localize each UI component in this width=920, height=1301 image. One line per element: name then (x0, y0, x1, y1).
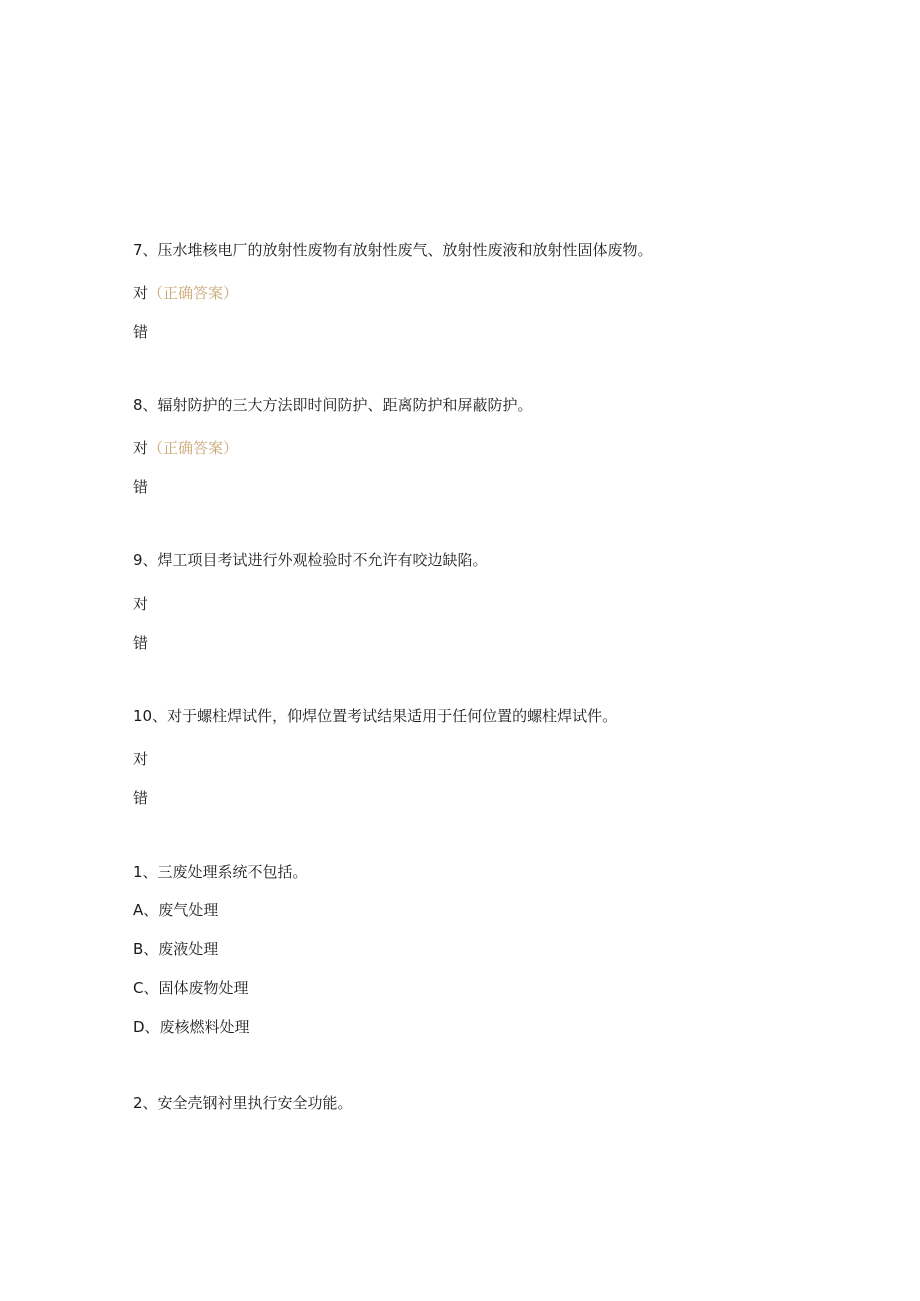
question-text: 9、焊工项目考试进行外观检验时不允许有咬边缺陷。 (133, 551, 488, 569)
option-true[interactable] (133, 283, 238, 303)
option-false[interactable]: 错 (133, 789, 149, 807)
question-text: 8、辐射防护的三大方法即时间防护、距离防护和屏蔽防护。 (133, 396, 533, 414)
option-true[interactable] (133, 438, 238, 458)
question-text: 10、对于螺柱焊试件，仰焊位置考试结果适用于任何位置的螺柱焊试件。 (133, 707, 618, 725)
mc-option-b[interactable]: B、废液处理 (133, 940, 219, 958)
option-false[interactable]: 错 (133, 634, 149, 652)
mc-option-a[interactable]: A、废气处理 (133, 901, 219, 919)
mc-option-c[interactable]: C、固体废物处理 (133, 979, 249, 997)
option-false[interactable]: 错 (133, 478, 149, 496)
option-true[interactable]: 对 (133, 750, 149, 768)
option-label: 对 (133, 284, 149, 302)
option-false[interactable]: 错 (133, 323, 149, 341)
question-text: 1、三废处理系统不包括。 (133, 863, 308, 881)
option-label: 对 (133, 439, 149, 457)
correct-answer-tag: （正确答案） (148, 439, 239, 457)
correct-answer-tag: （正确答案） (148, 284, 239, 302)
option-true[interactable]: 对 (133, 595, 149, 613)
question-text: 2、安全壳钢衬里执行安全功能。 (133, 1094, 353, 1112)
question-text: 7、压水堆核电厂的放射性废物有放射性废气、放射性废液和放射性固体废物。 (133, 241, 653, 259)
mc-option-d[interactable]: D、废核燃料处理 (133, 1018, 250, 1036)
